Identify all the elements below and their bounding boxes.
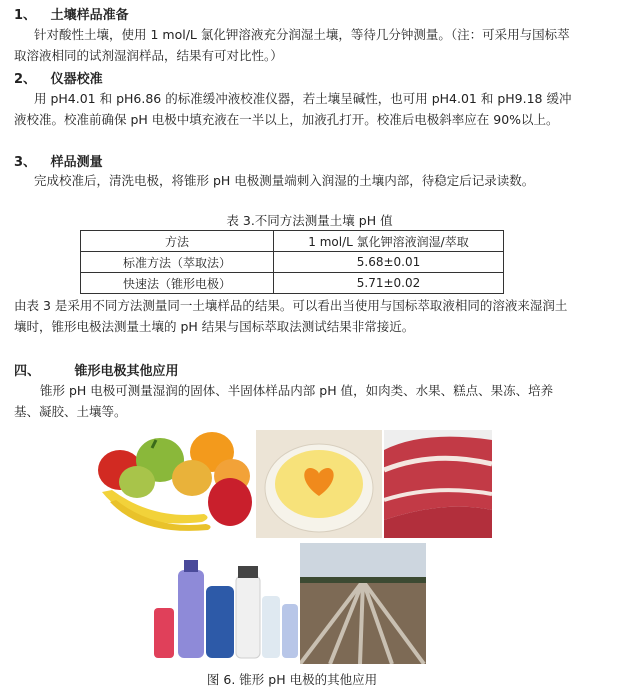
meat-photo [384,430,492,538]
table-cell: 5.71±0.02 [274,273,504,294]
field-photo [300,543,426,664]
table-cell: 标准方法（萃取法） [81,252,274,273]
table-header-cell: 1 mol/L 氯化钾溶液润湿/萃取 [274,231,504,252]
section-number: 四、 [14,364,41,379]
section-4-heading [14,360,179,379]
section-3-text: 完成校准后，清洗电极，将锥形 pH 电极测量端刺入润湿的土壤内部，待稳定后记录读数。 [34,173,535,188]
results-table [80,230,504,294]
table-header-cell: 方法 [81,231,274,252]
section-title: 土壤样品准备 [50,8,129,23]
section-3-heading [14,151,103,170]
cosmetics-photo [150,556,300,664]
jelly-photo [256,430,382,538]
table-row [81,252,504,273]
section-4-text: 锥形 pH 电极可测量湿润的固体、半固体样品内部 pH 值，如肉类、水果、糕点、果冻、培养基、凝胶、土壤等。 [14,383,554,419]
section-title: 锥形电极其他应用 [74,364,179,379]
conclusion-text: 由表 3 是采用不同方法测量同一土壤样品的结果。可以看出当使用与国标萃取液相同的溶液来湿润土壤时，锥形电极法测量土壤的 pH 结果与国标萃取法测试结果非常接近。 [14,298,568,334]
table-cell: 5.68±0.01 [274,252,504,273]
section-1-text: 针对酸性土壤，使用 1 mol/L 氯化钾溶液充分润湿土壤，等待几分钟测量。（注：可采用与国标萃取溶液相同的试剂湿润样品，结果有可对比性。） [14,27,570,63]
fruit-photo [92,430,254,538]
figure-caption: 图 6. 锥形 pH 电极的其他应用 [206,672,378,687]
section-2-heading [14,68,103,87]
section-2-text: 用 pH4.01 和 pH6.86 的标准缓冲液校准仪器，若土壤呈碱性，也可用 pH4.01 和 pH9.18 缓冲液校准。校准前确保 pH 电极中填充液在一半以上，加液孔打开。校准后电极斜率应在 90%以上。 [14,91,572,127]
section-number: 3、 [14,155,37,170]
section-title: 仪器校准 [50,72,103,87]
section-title: 样品测量 [50,155,103,170]
section-1-heading [14,4,129,23]
section-number: 2、 [14,72,37,87]
section-number: 1、 [14,8,37,23]
table-caption: 表 3.不同方法测量土壤 pH 值 [226,213,393,228]
table-cell: 快速法（锥形电极） [81,273,274,294]
table-header-row [81,231,504,252]
table-row [81,273,504,294]
